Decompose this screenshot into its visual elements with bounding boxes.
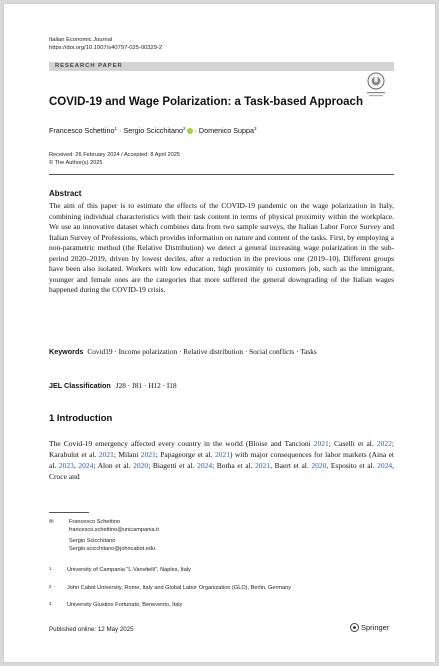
keywords-label: Keywords bbox=[49, 347, 84, 356]
jel-label: JEL Classification bbox=[49, 381, 111, 390]
affiliation-number: 2 bbox=[49, 584, 52, 589]
intro-text-run: ; Caselli et al. bbox=[328, 439, 377, 448]
citation-link[interactable]: 2024 bbox=[78, 461, 94, 470]
corresponding-author-name: Francesco Schettino bbox=[69, 519, 120, 525]
copyright-line: © The Author(s) 2025 bbox=[49, 160, 103, 166]
paper-page bbox=[3, 3, 436, 663]
affiliation-text: University of Campania "L.Vanvitelli", Naples, Italy bbox=[67, 567, 191, 573]
footnote-divider bbox=[49, 512, 89, 513]
affiliation-text: University Giustino Fortunato, Benevento, Italy bbox=[67, 602, 183, 608]
check-for-updates-badge[interactable] bbox=[365, 72, 387, 102]
affiliation-number: 3 bbox=[49, 601, 52, 606]
paper-title: COVID-19 and Wage Polarization: a Task-based Approach bbox=[49, 96, 363, 108]
jel-classification bbox=[49, 381, 177, 390]
citation-link[interactable]: 2020 bbox=[311, 461, 327, 470]
intro-text-run: ; Alon et al. bbox=[93, 461, 134, 470]
intro-text-run: ; Milani bbox=[113, 450, 141, 459]
citation-link[interactable]: 2021 bbox=[255, 461, 271, 470]
corresponding-author-email[interactable]: Sergio.scicchitano@johncabot.edu bbox=[69, 545, 156, 552]
author-separator: · bbox=[194, 126, 197, 135]
intro-text-run: The Covid-19 emergency affected every country in the world (Bloise and Tancioni bbox=[49, 439, 314, 448]
citation-link[interactable]: 2021 bbox=[98, 450, 114, 459]
publisher-name: Springer bbox=[361, 623, 390, 632]
intro-text-run: , bbox=[73, 461, 79, 470]
author-separator: · bbox=[119, 126, 122, 135]
journal-name: Italian Economic Journal bbox=[49, 37, 113, 43]
affiliation-item bbox=[49, 584, 291, 591]
citation-link[interactable]: 2021 bbox=[313, 439, 329, 448]
author-list bbox=[49, 126, 257, 135]
received-accepted-dates: Received: 26 February 2024 / Accepted: 8 April 2025 bbox=[49, 152, 180, 158]
affiliation-item bbox=[49, 601, 182, 608]
section-heading: 1 Introduction bbox=[49, 413, 113, 424]
keywords bbox=[49, 347, 394, 358]
affiliation-mark: 1 bbox=[114, 126, 118, 131]
author-name[interactable]: Sergio Scicchitano bbox=[123, 126, 183, 135]
affiliation-mark: 3 bbox=[254, 126, 257, 131]
intro-text-run: ; Karabulut et al. bbox=[49, 439, 394, 459]
correspondence-entry bbox=[49, 519, 159, 534]
intro-text-run: , Croce and bbox=[49, 461, 395, 481]
affiliation-item bbox=[49, 566, 191, 573]
correspondence-block bbox=[49, 519, 159, 553]
author-name[interactable]: Francesco Schettino bbox=[49, 126, 115, 135]
citation-link[interactable]: 2020 bbox=[133, 461, 149, 470]
abstract-text: The aim of this paper is to estimate the effects of the COVID-19 pandemic on the wage polarization in Italy, combining individual characteristics with their task content in terms of physical proximity within the workplace. We use an innovative dataset which combines data from two sample surveys, the Italian Labor Force Survey and Italian Survey of Professions, which provides information on nature and content of the tasks. First, by employing a non-parametric method (the Relative Distribution) we detect a general increasing wage polarization in the sub-period 2020–2019, driven by lowest deciles, after a reduction in the previous one (2019–10). Different groups have been also isolated. Workers with low education, high proximity to customers job, such as the immigrant, younger and female ones are the categories that more suffered the general downgrading of the Italian wages happened during the COVID-19 crisis. bbox=[49, 201, 394, 294]
intro-text-run: , Esposito et al. bbox=[326, 461, 378, 470]
correspondence-entry bbox=[49, 538, 159, 553]
citation-link[interactable]: 2021 bbox=[140, 450, 156, 459]
article-type-label: RESEARCH PAPER bbox=[55, 63, 123, 69]
corresponding-author-email[interactable]: francesco.schettino@unicampania.it bbox=[69, 526, 159, 533]
introduction-text bbox=[49, 438, 394, 482]
citation-link[interactable]: 2022 bbox=[376, 439, 392, 448]
citation-link[interactable]: 2024 bbox=[377, 461, 393, 470]
intro-text-run: ; Papageorge et al. bbox=[155, 450, 215, 459]
author-name[interactable]: Domenico Suppa bbox=[198, 126, 255, 135]
citation-link[interactable]: 2023 bbox=[58, 461, 74, 470]
orcid-icon[interactable] bbox=[187, 128, 193, 134]
affiliation-text: John Cabot University, Rome, Italy and Global Labor Organization (GLO), Berlin, Germany bbox=[67, 585, 292, 591]
citation-link[interactable]: 2024 bbox=[197, 461, 213, 470]
citation-link[interactable]: 2021 bbox=[214, 450, 230, 459]
divider bbox=[49, 174, 394, 175]
springer-horse-icon bbox=[350, 623, 359, 632]
published-date: Published online: 12 May 2025 bbox=[49, 626, 134, 633]
keywords-text: Covid19 · Income polarization · Relative distribution · Social conflicts · Tasks bbox=[87, 347, 317, 356]
envelope-icon: ✉ bbox=[49, 519, 54, 525]
publisher-logo bbox=[350, 623, 389, 632]
corresponding-author-name: Sergio Scicchitano bbox=[69, 538, 116, 544]
check-updates-icon bbox=[365, 72, 387, 102]
doi-link[interactable]: https://doi.org/10.1007/s40797-025-00329-2 bbox=[49, 45, 163, 51]
affiliation-number: 1 bbox=[49, 566, 52, 571]
affiliation-mark: 2 bbox=[182, 126, 186, 131]
intro-text-run: ) with major consequences for labor markets (Aina et al. bbox=[49, 450, 394, 470]
intro-text-run: ; Botha et al. bbox=[212, 461, 256, 470]
intro-text-run: ; Biagetti et al. bbox=[148, 461, 198, 470]
intro-text-run: , Baert et al. bbox=[270, 461, 312, 470]
article-type-bar bbox=[49, 62, 394, 71]
abstract-heading: Abstract bbox=[49, 189, 82, 198]
jel-codes: J28 · J81 · H12 · I18 bbox=[115, 381, 177, 390]
